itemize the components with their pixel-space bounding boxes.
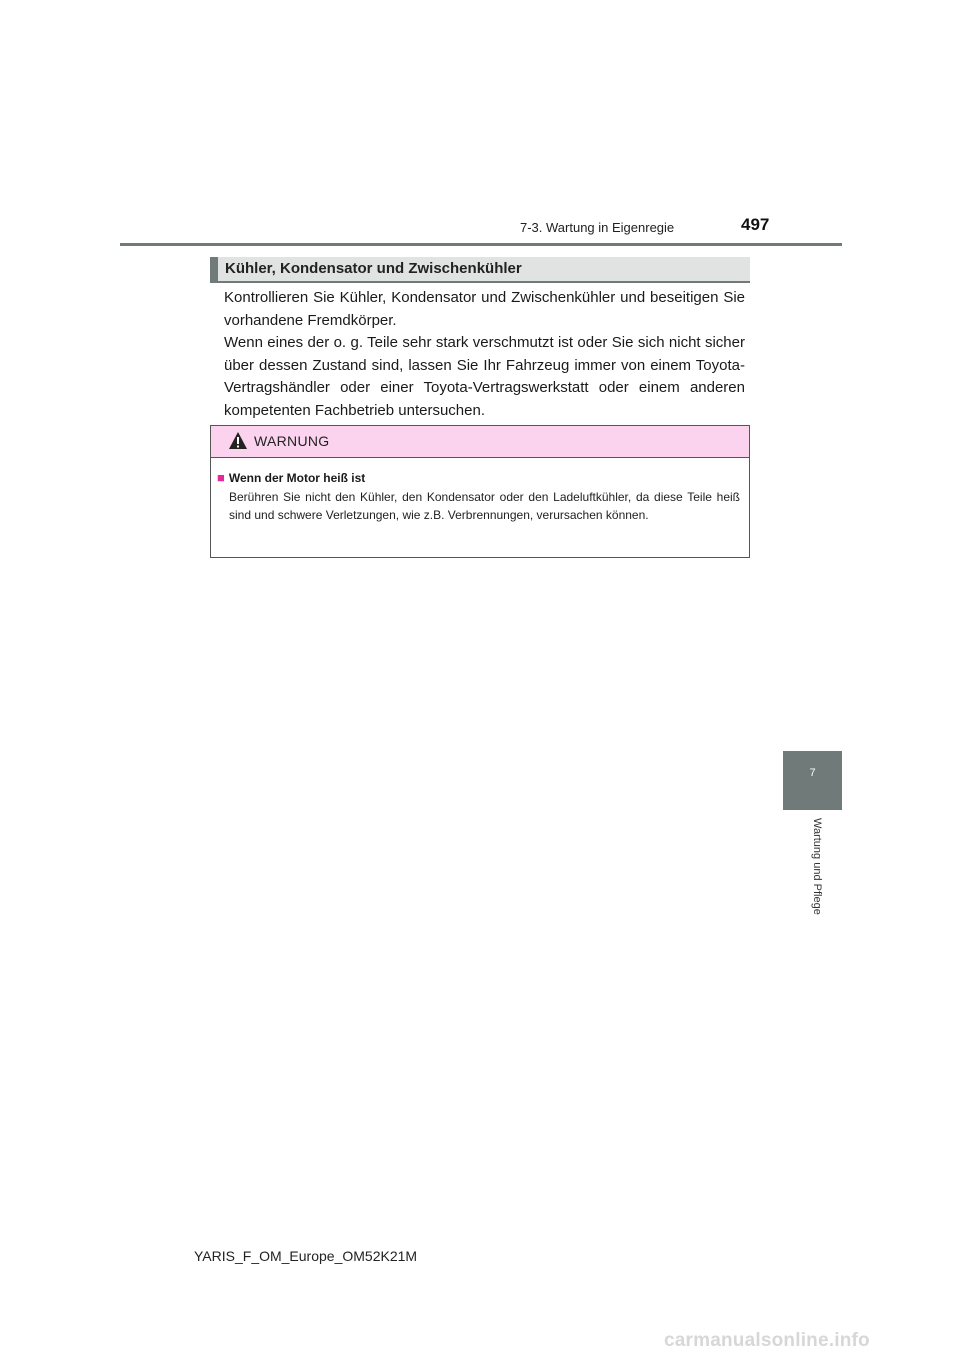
warning-title: WARNUNG: [254, 433, 330, 449]
section-header: [210, 257, 750, 283]
body-paragraph: Kontrollieren Sie Kühler, Kondensator und Zwischenkühler und beseitigen Sie vorhandene Fremdkörper.: [224, 289, 745, 329]
running-header-section: 7-3. Wartung in Eigenregie: [520, 220, 675, 235]
body-text: [224, 287, 745, 422]
warning-bullet-marker: ■: [217, 470, 225, 485]
header-rule: [120, 243, 842, 246]
warning-header: [211, 426, 749, 458]
warning-item-title: [217, 470, 365, 485]
body-paragraph: Wenn eines der o. g. Teile sehr stark verschmutzt ist oder Sie sich nicht sicher über dessen Zustand sind, lassen Sie Ihr Fahrzeug immer von einem Toyota-Vertragshändler oder einer Toyota-Vertragswerkstatt oder einem anderen kompetenten Fachbetrieb untersuchen.: [224, 334, 745, 419]
watermark: carmanualsonline.info: [664, 1330, 870, 1351]
warning-triangle-icon: [228, 431, 248, 455]
chapter-tab: [783, 751, 842, 810]
section-title: Kühler, Kondensator und Zwischenkühler: [225, 260, 522, 277]
warning-item-title-text: Wenn der Motor heiß ist: [228, 471, 366, 485]
footer-doc-id: YARIS_F_OM_Europe_OM52K21M: [194, 1248, 418, 1264]
section-header-bar: [210, 257, 218, 281]
warning-box: [210, 425, 750, 558]
chapter-label: Wartung und Pflege: [811, 818, 823, 915]
warning-item-text: Berühren Sie nicht den Kühler, den Kondensator oder den Ladeluftkühler, da diese Teile heiß sind und schwere Verletzungen, wie z.B. Verbrennungen, verursachen können.: [229, 490, 740, 522]
chapter-number: 7: [809, 767, 816, 779]
page-number: 497: [741, 215, 770, 234]
